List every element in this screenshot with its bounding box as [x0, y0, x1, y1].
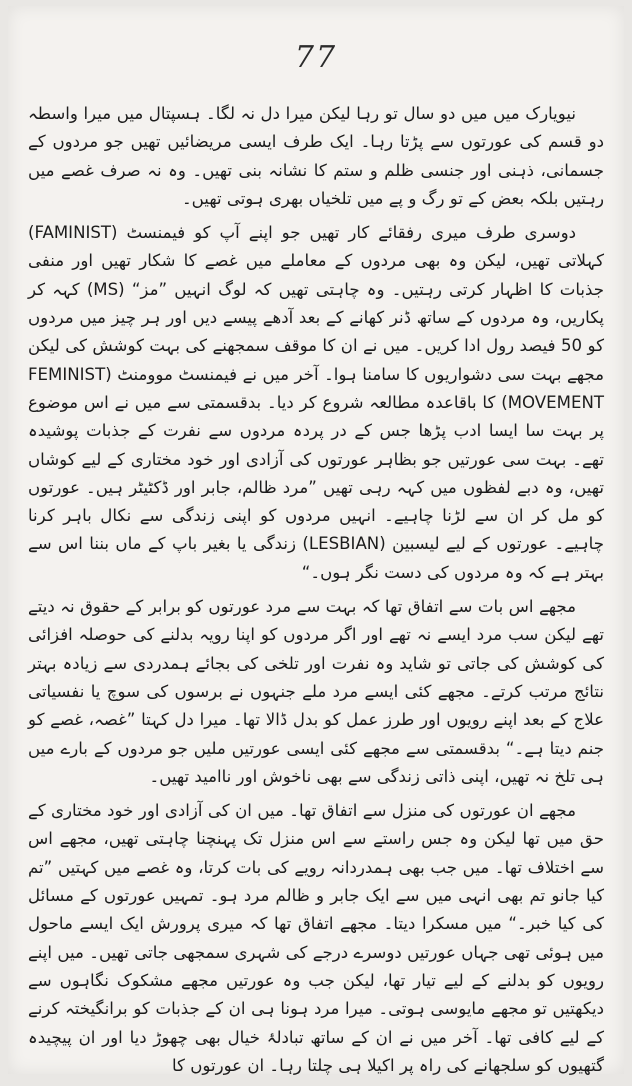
page-number: 77 [294, 40, 338, 75]
paragraph: مجھے ان عورتوں کی منزل سے اتفاق تھا۔ میں ان کی آزادی اور خود مختاری کے حق میں تھا لیکن وہ جس راستے سے اس منزل تک پہنچنا چاہتی تھیں، مجھے اس سے اختلاف تھا۔ میں جب بھی ہمدردانہ رویے کی بات کرتا، وہ غصے میں کہتیں ”تم کیا جانو تم بھی انہی میں سے ایک جابر و ظالم مرد ہو۔ تمہیں عورتوں کے مسائل کی کیا خبر۔“ میں مسکرا دیتا۔ مجھے اتفاق تھا کہ میری پرورش ایک ایسے ماحول میں ہوئی تھی جہاں عورتیں دوسرے درجے کی شہری سمجھی جاتی تھیں۔ میں اپنے رویوں کو بدلنے کے لیے تیار تھا، لیکن جب وہ عورتیں مجھے مشکوک نگاہوں سے دیکھتیں تو مجھے مایوسی ہوتی۔ میرا مرد ہونا ہی ان کے جذبات کو برانگیختہ کرنے کے لیے کافی تھا۔ آخر میں نے ان کے ساتھ تبادلۂ خیال بھی چھوڑ دیا اور ان پیچیدہ گتھیوں کو سلجھانے کی راہ پر اکیلا ہی چلتا رہا۔ ان عورتوں کا [28, 801, 604, 1075]
paragraph: نیویارک میں میں دو سال تو رہا لیکن میرا دل نہ لگا۔ ہسپتال میں میرا واسطہ دو قسم کی عورتوں سے پڑتا رہا۔ ایک طرف ایسی مریضائیں تھیں جو مردوں کے جسمانی، ذہنی اور جنسی ظلم و ستم کا نشانہ بنی تھیں۔ وہ نہ صرف غصے میں رہتیں بلکہ بعض کے تو رگ و پے میں تلخیاں بھری ہوتی تھیں۔ [28, 104, 604, 208]
paragraph: مجھے اس بات سے اتفاق تھا کہ بہت سے مرد عورتوں کو برابر کے حقوق نہ دیتے تھے لیکن سب مرد ایسے نہ تھے اور اگر مردوں کو اپنا رویہ بدلنے کی حوصلہ افزائی کی کوشش کی جاتی تو شاید وہ نفرت اور تلخی کی بجائے ہمدردی سے زیادہ بہتر نتائج مرتب کرتے۔ مجھے کئی ایسے مرد ملے جنہوں نے برسوں کی سوچ یا نفسیاتی علاج کے بعد اپنے رویوں اور طرز عمل کو بدل ڈالا تھا۔ میرا دل کہتا ”غصہ، غصے کو جنم دیتا ہے۔“ بدقسمتی سے مجھے کئی ایسی عورتیں ملیں جو مردوں کے بارے میں ہی تلخ نہ تھیں، اپنی ذاتی زندگی سے بھی ناخوش اور ناامید تھیں۔ [28, 597, 604, 786]
page-body-text [28, 100, 604, 1086]
paragraph: دوسری طرف میری رفقائے کار تھیں جو اپنے آپ کو فیمنسٹ (FAMINIST) کہلاتی تھیں، لیکن وہ بھی مردوں کے معاملے میں غصے کا شکار تھیں اور منفی جذبات کا اظہار کرتی رہتیں۔ وہ چاہتی تھیں کہ لوگ انہیں ”مز“ (MS) کہہ کر پکاریں، وہ مردوں کے ساتھ ڈنر کھانے کے بعد آدھے پیسے دیں اور ہر چیز میں مردوں کو 50 فیصد رول ادا کریں۔ میں نے ان کا موقف سمجھنے کی بہت کوشش کی لیکن مجھے بہت سی دشواریوں کا سامنا ہوا۔ آخر میں نے فیمنسٹ موومنٹ (FEMINIST MOVEMENT) کا باقاعدہ مطالعہ شروع کر دیا۔ بدقسمتی سے میں نے اس موضوع پر بہت سا ایسا ادب پڑھا جس کے در پردہ مردوں سے نفرت کے جذبات پوشیدہ تھے۔ بہت سی عورتیں جو بظاہر عورتوں کی آزادی اور خود مختاری کے لیے کوشاں تھیں، وہ دبے لفظوں میں کہہ رہی تھیں ”مرد ظالم، جابر اور ڈکٹیٹر ہیں۔ عورتوں کو مل کر ان سے لڑنا چاہیے۔ انہیں مردوں کو اپنی زندگی سے نکال باہر کرنا چاہیے۔ عورتوں کے لیے لیسبین (LESBIAN) زندگی یا بغیر باپ کے ماں بننا اس سے بہتر ہے کہ وہ مردوں کی دست نگر ہوں۔“ [28, 223, 604, 582]
